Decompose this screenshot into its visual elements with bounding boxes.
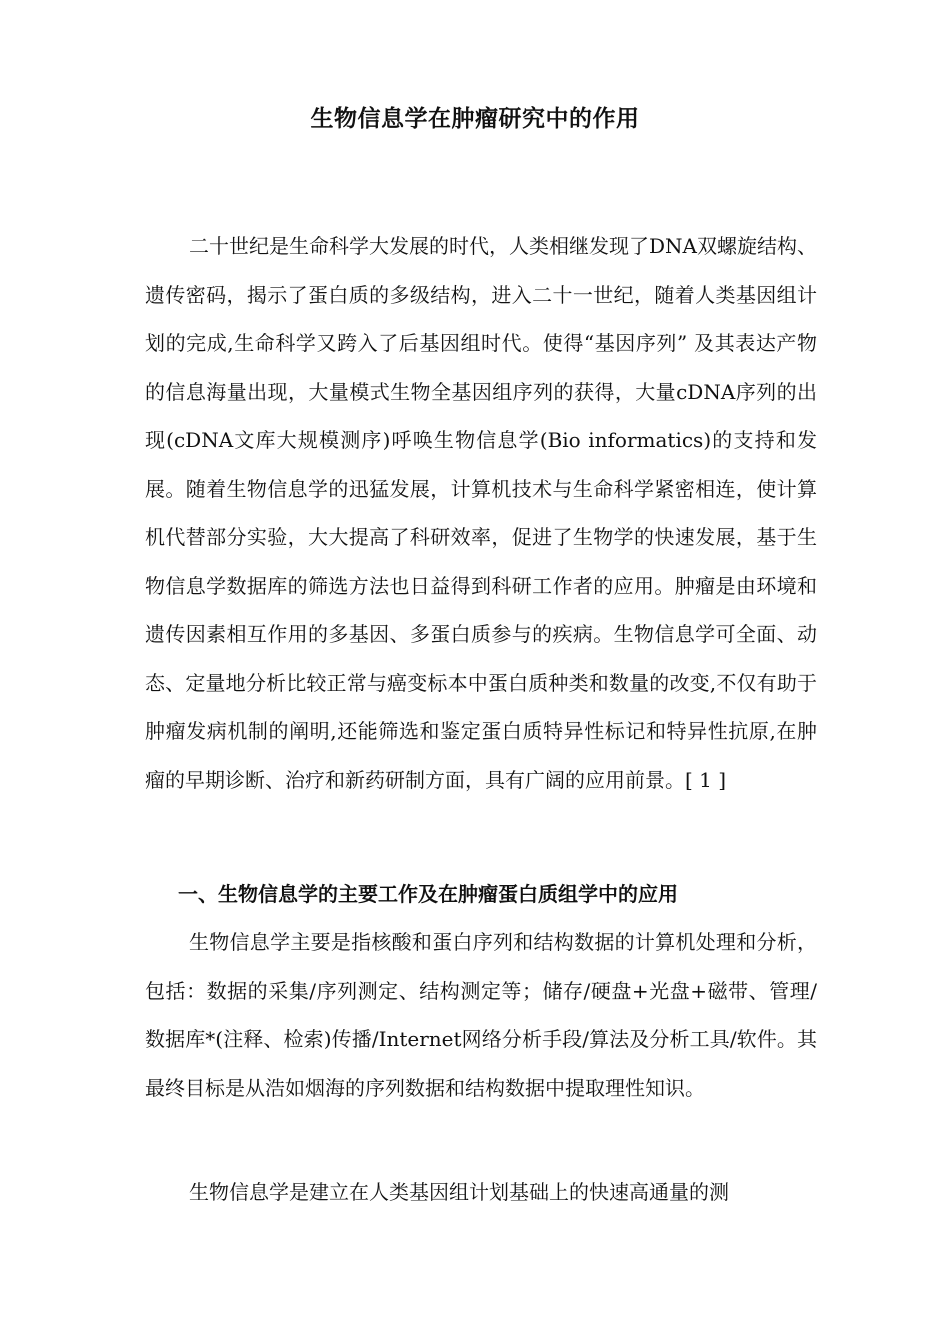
section-heading: 一、生物信息学的主要工作及在肿瘤蛋白质组学中的应用 (178, 882, 678, 906)
intro-paragraph: 二十世纪是生命科学大发展的时代，人类相继发现了DNA双螺旋结构、遗传密码，揭示了蛋白质的多级结构，进入二十一世纪，随着人类基因组计划的完成,生命科学又跨入了后基因组时代。使得“基因序列” 及其表达产物的信息海量出现，大量模式生物全基因组序列的获得，大量cDNA序列的出现(cDNA文库大规模测序)呼唤生物信息学(Bio informatics)的支持和发展。随着生物信息学的迅猛发展，计算机技术与生命科学紧密相连，使计算机代替部分实验，大大提高了科研效率，促进了生物学的快速发展，基于生物信息学数据库的筛选方法也日益得到科研工作者的应用。肿瘤是由环境和遗传因素相互作用的多基因、多蛋白质参与的疾病。生物信息学可全面、动态、定量地分析比较正常与癌变标本中蛋白质种类和数量的改变,不仅有助于肿瘤发病机制的阐明,还能筛选和鉴定蛋白质特异性标记和特异性抗原,在肿瘤的早期诊断、治疗和新药研制方面，具有广阔的应用前景。[ 1 ] (145, 234, 817, 792)
section-paragraph-2: 生物信息学是建立在人类基因组计划基础上的快速高通量的测 (189, 1180, 729, 1204)
section-paragraph-1: 生物信息学主要是指核酸和蛋白序列和结构数据的计算机处理和分析，包括：数据的采集/序列测定、结构测定等；储存/硬盘+光盘+磁带、管理/数据库*(注释、检索)传播/Internet网络分析手段/算法及分析工具/软件。其最终目标是从浩如烟海的序列数据和结构数据中提取理性知识。 (145, 930, 817, 1100)
document-title: 生物信息学在肿瘤研究中的作用 (310, 106, 640, 132)
